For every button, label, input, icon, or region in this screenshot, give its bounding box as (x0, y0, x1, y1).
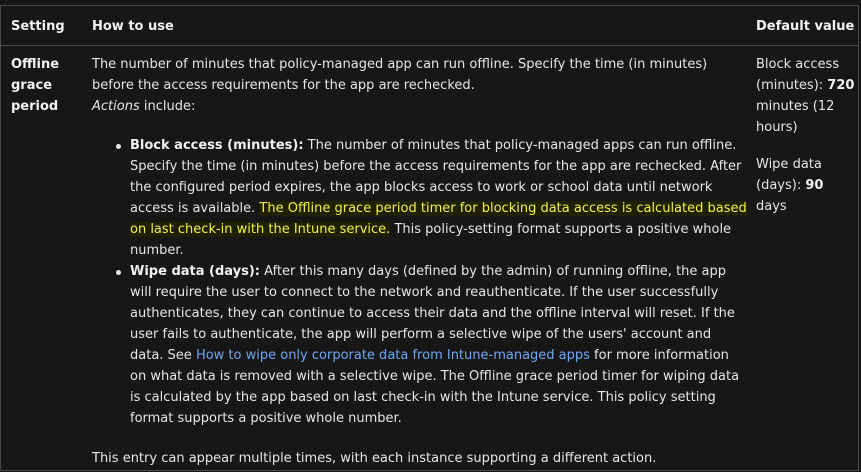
wipe-data-tail: for more information on what data is removed with a selective wipe. The Offline grace period timer for wiping data is calculated by the app based on last check-in with the Intune service. This policy setting format supports a positive whole number. (130, 348, 740, 426)
block-access-default (756, 54, 856, 138)
wipe-data-default-note: days (756, 199, 787, 214)
default-value-cell (756, 54, 856, 217)
setting-name-line: grace (11, 78, 53, 93)
header-default-value: Default value (756, 19, 855, 34)
setting-name-line: Offline (11, 57, 60, 72)
block-access-default-value: 720 (827, 78, 855, 93)
bullet-icon (116, 144, 121, 149)
header-setting: Setting (11, 19, 65, 34)
list-item (130, 261, 748, 429)
wipe-data-default-label: Wipe data (days): (756, 157, 822, 193)
block-access-default-note: minutes (12 hours) (756, 99, 835, 135)
description-intro: The number of minutes that policy-managed app can run offline. Specify the time (in minutes) before the access requirements for the app are rechecked. (92, 57, 708, 93)
table-header-row (1, 6, 858, 46)
wipe-data-term: Wipe data (days): (130, 264, 261, 279)
actions-intro (92, 96, 748, 117)
block-access-term: Block access (minutes): (130, 138, 304, 153)
highlighted-text: The Offline grace period timer for blocking data access is calculated based on last check-in with the Intune service. (130, 201, 747, 237)
header-how-to-use: How to use (92, 19, 174, 34)
actions-include-text: include: (139, 99, 196, 114)
actions-label: Actions (92, 99, 140, 114)
block-access-default-label: Block access (minutes): (756, 57, 840, 93)
actions-list (92, 135, 748, 429)
settings-table (0, 5, 859, 471)
wipe-data-default (756, 154, 856, 217)
how-to-use-cell (92, 54, 748, 469)
setting-name-line: period (11, 99, 59, 114)
multiple-entries-note: This entry can appear multiple times, with each instance supporting a different action. (92, 451, 657, 466)
wipe-data-default-value: 90 (805, 178, 824, 193)
block-access-tail: This policy-setting format supports a positive whole number. (130, 222, 732, 258)
wipe-data-text: After this many days (defined by the admin) of running offline, the app will require the user to connect to the network and reauthenticate. If the user successfully authenticates, they can continue to access their data and the offline interval will reset. If the user fails to authenticate, the app will perform a selective wipe of the users' account and data. See (130, 264, 735, 363)
bullet-icon (116, 270, 121, 275)
list-item (130, 135, 748, 261)
block-access-text: The number of minutes that policy-managed apps can run offline. Specify the time (in minutes) before the access requirements for the app are rechecked. After the configured period expires, the app blocks access to work or school data until network access is available. (130, 138, 742, 216)
selective-wipe-link[interactable]: How to wipe only corporate data from Intune-managed apps (195, 348, 590, 363)
setting-cell (11, 54, 81, 117)
